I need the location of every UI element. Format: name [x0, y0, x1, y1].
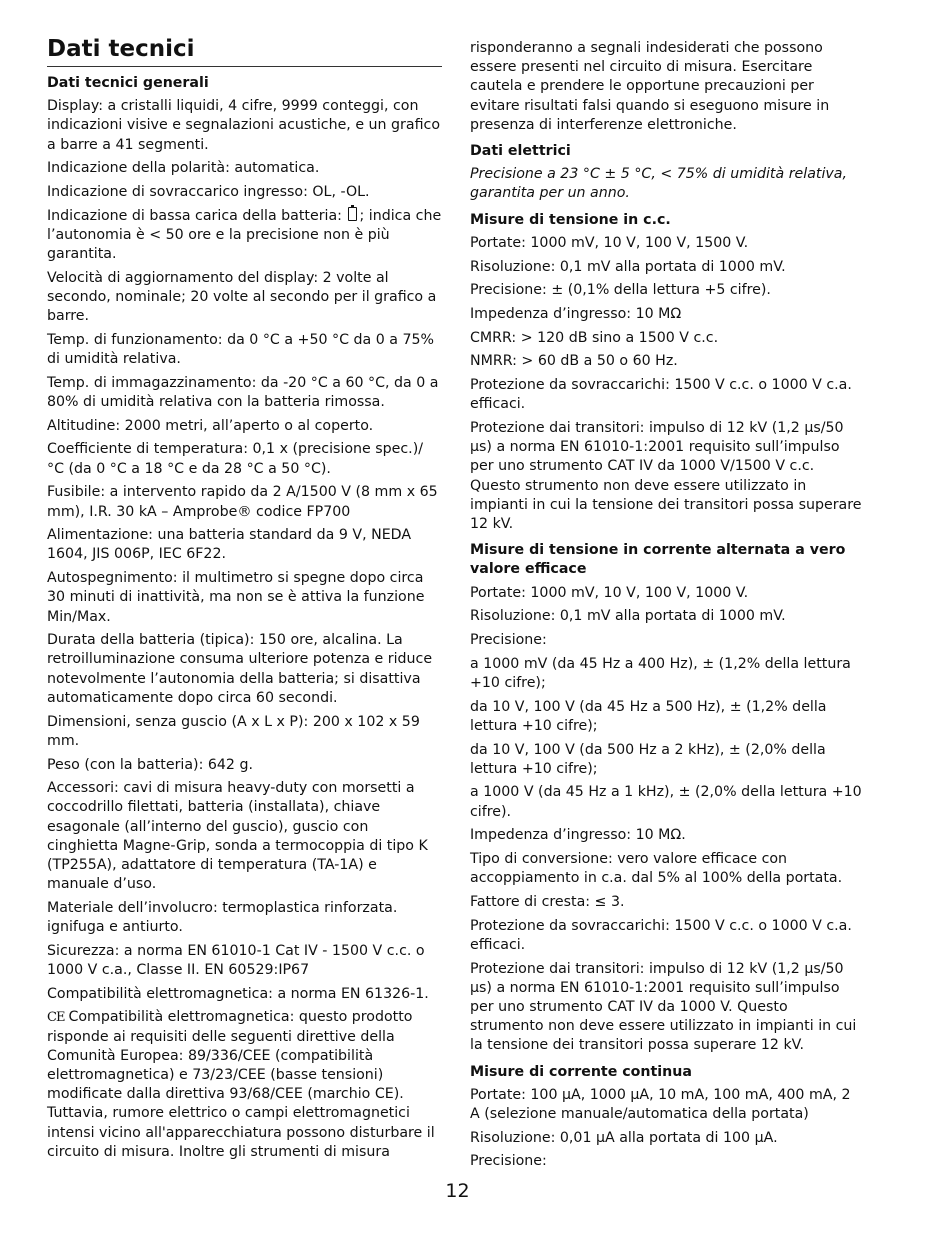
ce-mark-icon: CE [47, 1010, 65, 1026]
section-heading-dc-voltage: Misure di tensione in c.c. [470, 211, 671, 228]
dcv-cmrr: CMRR: > 120 dB sino a 1500 V c.c. [470, 329, 719, 346]
dcv-accuracy: Precisione: ± (0,1% della lettura +5 cifre). [470, 282, 771, 299]
spec-weight: Peso (con la batteria): 642 g. [47, 756, 253, 773]
section-heading-dc-current: Misure di corrente continua [470, 1063, 692, 1080]
spec-auto-off: Autospegnimento: il multimetro si spegne dopo circa 30 minuti di inattività, ma non se è attiva la funzione Min/Max. [47, 570, 425, 625]
section-heading-general: Dati tecnici generali [47, 75, 209, 91]
spec-emc-continued: risponderanno a segnali indesiderati che possono essere presenti nel circuito di misura. Esercitare cautela e prendere le opportune precauzioni per evitare risultati falsi quando si eseguono misure in presenza di interferenze elettroniche. [470, 40, 830, 133]
left-column [47, 34, 442, 1167]
spec-polarity: Indicazione della polarità: automatica. [47, 160, 320, 177]
section-heading-electrical: Dati elettrici [470, 143, 571, 160]
section-heading-ac-voltage: Misure di tensione in corrente alternata a vero valore efficace [470, 542, 846, 578]
acv-accuracy-1000mv: a 1000 mV (da 45 Hz a 400 Hz), ± (1,2% della lettura +10 cifre); [470, 655, 851, 691]
spec-low-battery-text-a: Indicazione di bassa carica della batteria: [47, 207, 342, 224]
spec-fuse: Fusibile: a intervento rapido da 2 A/1500 V (8 mm x 65 mm), I.R. 30 kA – Amprobe® codice FP700 [47, 484, 438, 520]
dcv-nmrr: NMRR: > 60 dB a 50 o 60 Hz. [470, 353, 678, 370]
spec-overload: Indicazione di sovraccarico ingresso: OL, -OL. [47, 184, 370, 201]
acv-accuracy-10v-500hz: da 10 V, 100 V (da 45 Hz a 500 Hz), ± (1,2% della lettura +10 cifre); [470, 698, 827, 734]
acv-accuracy-10v-2khz: da 10 V, 100 V (da 500 Hz a 2 kHz), ± (2,0% della lettura +10 cifre); [470, 741, 826, 777]
acv-transient-protection: Protezione dai transitori: impulso di 12 kV (1,2 μs/50 μs) a norma EN 61010-1:2001 requisito sull’impulso per uno strumento CAT IV da 1000 V. Questo strumento non deve essere utilizzato in impianti in cui la tensione dei transitori possa superare 12 kV. [470, 960, 857, 1054]
dcv-resolution: Risoluzione: 0,1 mV alla portata di 1000 mV. [470, 258, 786, 275]
spec-operating-temp: Temp. di funzionamento: da 0 °C a +50 °C da 0 a 75% di umidità relativa. [47, 331, 434, 368]
dcv-ranges: Portate: 1000 mV, 10 V, 100 V, 1500 V. [470, 234, 749, 251]
dci-accuracy-label: Precisione: [470, 1153, 547, 1170]
page-title: Dati tecnici [47, 34, 442, 67]
battery-icon [348, 207, 357, 221]
acv-accuracy-1000v: a 1000 V (da 45 Hz a 1 kHz), ± (2,0% della lettura +10 cifre). [470, 784, 862, 820]
spec-temp-coefficient: Coefficiente di temperatura: 0,1 x (precisione spec.)/ °C (da 0 °C a 18 °C e da 28 °C a 50 °C). [47, 441, 424, 477]
spec-ce-text: Compatibilità elettromagnetica: questo prodotto risponde ai requisiti delle seguenti direttive della Comunità Europea: 89/336/CEE (compatibilità elettromagnetica) e 73/23/CEE (basse tensioni) modificate dalla direttiva 93/68/CEE (marchio CE). Tuttavia, rumore elettrico o campi elettromagnetici intensi vicino all'apparecchiatura possono disturbare il circuito di misura. Inoltre gli strumenti di misura [47, 1009, 435, 1160]
spec-storage-temp: Temp. di immagazzinamento: da -20 °C a 60 °C, da 0 a 80% di umidità relativa con la batteria rimossa. [47, 374, 439, 411]
spec-case-material: Materiale dell’involucro: termoplastica rinforzata. ignifuga e antiurto. [47, 899, 398, 936]
acv-conversion: Tipo di conversione: vero valore efficace con accoppiamento in c.a. dal 5% al 100% della portata. [470, 851, 843, 887]
spec-update-rate: Velocità di aggiornamento del display: 2 volte al secondo, nominale; 20 volte al secondo per il grafico a barre. [47, 269, 437, 325]
spec-low-battery-text-b: ; indica che l’autonomia è < 50 ore e la precisione non è più garantita. [47, 207, 442, 263]
acv-accuracy-label: Precisione: [470, 631, 547, 648]
dcv-overload-protection: Protezione da sovraccarichi: 1500 V c.c. o 1000 V c.a. efficaci. [470, 377, 852, 413]
spec-battery-life: Durata della batteria (tipica): 150 ore, alcalina. La retroilluminazione consuma ulteriore potenza e riduce notevolmente l’autonomia della batteria; si disattiva automaticamente dopo circa 60 secondi. [47, 632, 433, 706]
accuracy-note: Precisione a 23 °C ± 5 °C, < 75% di umidità relativa, garantita per un anno. [470, 166, 848, 202]
page-number: 12 [445, 1180, 470, 1202]
spec-safety: Sicurezza: a norma EN 61010-1 Cat IV - 1500 V c.c. o 1000 V c.a., Classe II. EN 60529:IP67 [47, 942, 425, 979]
spec-dimensions: Dimensioni, senza guscio (A x L x P): 200 x 102 x 59 mm. [47, 713, 420, 749]
dcv-impedance: Impedenza d’ingresso: 10 MΩ [470, 305, 682, 322]
right-column [470, 39, 862, 1176]
acv-ranges: Portate: 1000 mV, 10 V, 100 V, 1000 V. [470, 584, 749, 601]
spec-ce-compliance [47, 1008, 442, 1162]
spec-emc: Compatibilità elettromagnetica: a norma EN 61326-1. [47, 985, 429, 1002]
spec-altitude: Altitudine: 2000 metri, all’aperto o al coperto. [47, 417, 374, 434]
dcv-transient-protection: Protezione dai transitori: impulso di 12 kV (1,2 μs/50 μs) a norma EN 61010-1:2001 requisito sull’impulso per uno strumento CAT IV da 1000 V/1500 V c.c. Questo strumento non deve essere utilizzato in impianti in cui la tensione dei transitori possa superare 12 kV. [470, 419, 862, 532]
spec-low-battery [47, 207, 442, 265]
acv-impedance: Impedenza d’ingresso: 10 MΩ. [470, 827, 686, 844]
acv-crest-factor: Fattore di cresta: ≤ 3. [470, 893, 625, 910]
spec-accessories: Accessori: cavi di misura heavy-duty con morsetti a coccodrillo filettati, batteria (installata), chiave esagonale (all’interno del guscio), guscio con cinghietta Magne-Grip, sonda a termocoppia di tipo K (TP255A), adattatore di temperatura (TA-1A) e manuale d’uso. [47, 780, 428, 893]
acv-overload-protection: Protezione da sovraccarichi: 1500 V c.c. o 1000 V c.a. efficaci. [470, 917, 852, 953]
spec-display: Display: a cristalli liquidi, 4 cifre, 9999 conteggi, con indicazioni visive e segnalazioni acustiche, e un grafico a barre a 41 segmenti. [47, 98, 440, 153]
spec-power: Alimentazione: una batteria standard da 9 V, NEDA 1604, JIS 006P, IEC 6F22. [47, 527, 412, 563]
dci-ranges: Portate: 100 μA, 1000 μA, 10 mA, 100 mA, 400 mA, 2 A (selezione manuale/automatica della portata) [470, 1086, 851, 1122]
acv-resolution: Risoluzione: 0,1 mV alla portata di 1000 mV. [470, 608, 786, 625]
dci-resolution: Risoluzione: 0,01 μA alla portata di 100 μA. [470, 1129, 778, 1146]
